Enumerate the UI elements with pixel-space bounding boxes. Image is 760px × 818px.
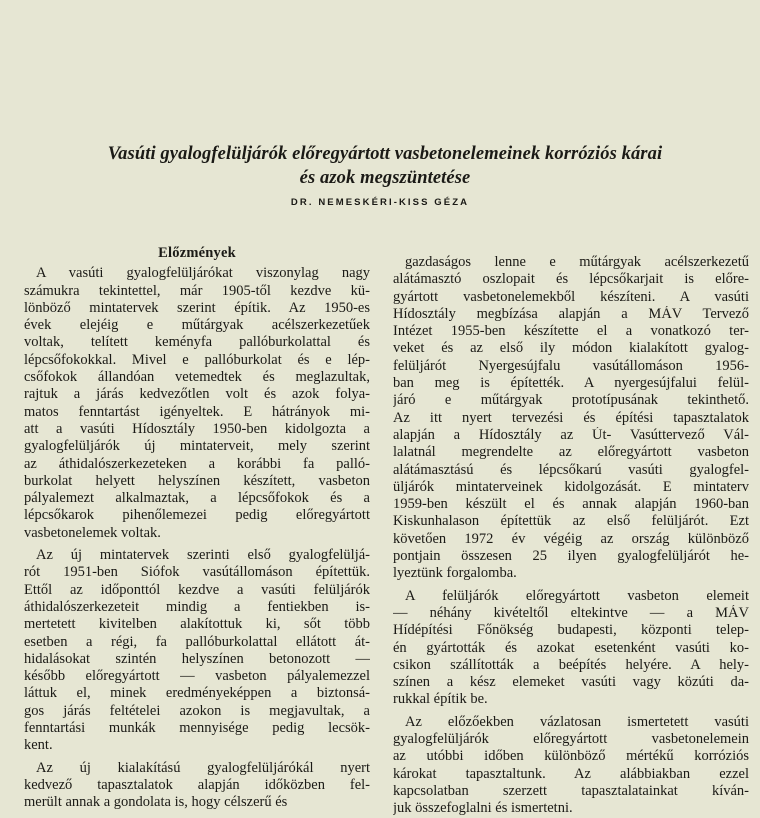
text-line: mertetett kivitelben alakítottuk ki, sőt több [24,616,370,633]
text-line: ban meg is építették. A nyergesújfalui felül- [393,375,749,392]
text-line: matos fenntartást igényeltek. E hátrányok mi- [24,403,370,420]
text-line: burkolat helyett helyszínen készített, vasbeton [24,472,370,489]
text-line: lépcsőfokokkal. Mivel e pallóburkolat és e lép- [24,351,370,368]
text-line: láttuk el, minek eredményeképpen a biztonsá- [24,685,370,702]
text-line: követően 1972 év végéig az ország különböző [393,530,749,547]
paragraph [24,760,370,812]
text-line: színen a kész elemeket vasúti vagy közúti da- [393,674,749,691]
text-line: Ettől az időponttól kezdve a vasúti felüljárók [24,581,370,598]
right-column [393,254,749,818]
text-line: évek elejéig e műtárgyak acélszerkezetűek [24,317,370,334]
text-line: áthidalószerkezeteit mindig a fentiekben is- [24,598,370,615]
text-line: gyalogfelüljárók előregyártott vasbetonelemein [393,731,749,748]
text-line: merült annak a gondolata is, hogy célszerű és [24,794,288,811]
text-line: az áthidalószerkezeteken a korábbi fa palló- [24,455,370,472]
article-title [40,142,730,190]
title-line-1: Vasúti gyalogfelüljárók előregyártott vasbetonelemeinek korróziós kárai [107,144,663,164]
text-line: juk összefoglalni és ismertetni. [393,800,573,817]
text-line: lépcsőkarok pihenőlemezei pedig előregyártott [24,507,370,524]
text-line: rót 1951-ben Siófok vasútállomáson építettük. [24,564,370,581]
text-line: A felüljárók előregyártott vasbeton elemeit [405,587,749,604]
text-line: att a vasúti Hídosztály 1950-ben kidolgozta a [24,420,370,437]
text-line: felüljárót Nyergesújfalu vasútállomáson 1956- [393,357,749,374]
text-line: az utóbbi időben különböző mértékű korróziós [393,748,749,765]
paragraph [393,254,749,583]
text-line: fenntartási munkák mennyisége pedig lecsök- [24,720,370,737]
text-line: alapján a Hídosztály az Út- Vasúttervező Vál- [393,426,749,443]
text-line: kedvező tapasztalatok alapján időközben fel- [24,776,370,793]
text-line: később előregyártott — vasbeton pályalemezzel [24,668,370,685]
text-line: Az új kialakítású gyalogfelüljárókál nyert [36,759,370,776]
text-line: alátámasztású és lépcsőkarú vasúti gyalogfel- [393,461,749,478]
text-line: Kiskunhalason építettük az első felüljárót. Ezt [393,513,749,530]
text-line: gyalogfelüljárók új mintaterveit, mely szerint [24,438,370,455]
text-line: Az előzőekben vázlatosan ismertetett vasúti [405,713,749,730]
paragraph [393,714,749,818]
section-heading: Előzmények [158,245,236,261]
author-byline: DR. NEMESKÉRI-KISS GÉZA [290,197,470,208]
text-line: alátámasztó oszlopait és lépcsőkarjait is előre- [393,271,749,288]
text-line: pontjain összesen 25 ilyen gyalogfelüljárót he- [393,548,749,565]
text-line: pályalemezt alkalmaztak, a lépcsőfokok és a [24,490,370,507]
text-line: Hídépítési Főnökség budapesti, központi telep- [393,622,749,639]
text-line: hidalásokat szintén helyszínen betonozott — [24,650,370,667]
text-line: Az új mintatervek szerinti első gyalogfelüljá- [36,547,370,564]
text-line: lyeztünk forgalomba. [393,565,517,582]
text-line: — néhány kivételtől eltekintve — a MÁV [393,604,749,621]
text-line: lönböző mintatervek szerint építik. Az 1950-es [24,299,370,316]
text-line: Hídosztály megbízása alapján a MÁV Tervező [393,305,749,322]
text-line: Az itt nyert tervezési és építési tapasztalatok [393,409,749,426]
text-line: voltak, telített keményfa pallóburkolattal és [24,334,370,351]
text-line: veket és az első ily módon kialakított gyalog- [393,340,749,357]
text-line: károkat tapasztaltunk. Az alábbiakban ezzel [393,765,749,782]
text-line: gos járás feltételei azokon is megjavultak, a [24,702,370,719]
text-line: Intézet 1955-ben készítette el a vonatkozó ter- [393,323,749,340]
paragraph [393,588,749,709]
text-line: vasbetonelemek voltak. [24,524,161,541]
text-line: üljárók mintaterveinek kidolgozását. E mintaterv [393,478,749,495]
text-line: csikon szállították a beépítés helyére. A hely- [393,656,749,673]
text-line: kent. [24,737,53,754]
text-line: rajtuk a járás kedvezőtlen volt és azok folya- [24,386,370,403]
text-line: gyártott vasbetonelemekből készíteni. A vasúti [393,288,749,305]
text-line: lalatnál megrendelte az előregyártott vasbeton [393,444,749,461]
text-line: járó e műtárgyak prototípusának tekinthető. [393,392,749,409]
text-line: 1959-ben készült el és annak alapján 1960-ban [393,496,749,513]
paragraph [24,547,370,755]
text-line: rukkal építik be. [393,691,488,708]
paragraph [24,265,370,542]
left-column [24,245,370,812]
text-line: gazdaságos lenne e műtárgyak acélszerkezetű [405,254,749,270]
text-line: számukra tekintettel, már 1905-től kezdve kü- [24,282,370,299]
title-line-2: és azok megszüntetése [299,168,471,188]
text-line: esetben a régi, fa pallóburkolattal ellátott át- [24,633,370,650]
text-line: A vasúti gyalogfelüljárókat viszonylag nagy [36,265,370,282]
text-line: én gyártották és azokat esetenként vasúti ko- [393,639,749,656]
text-line: kapcsolatban szerzett tapasztalatainkat kíván- [393,782,749,799]
text-line: csőfokok állandóan vetemedtek és meglazultak, [24,369,370,386]
